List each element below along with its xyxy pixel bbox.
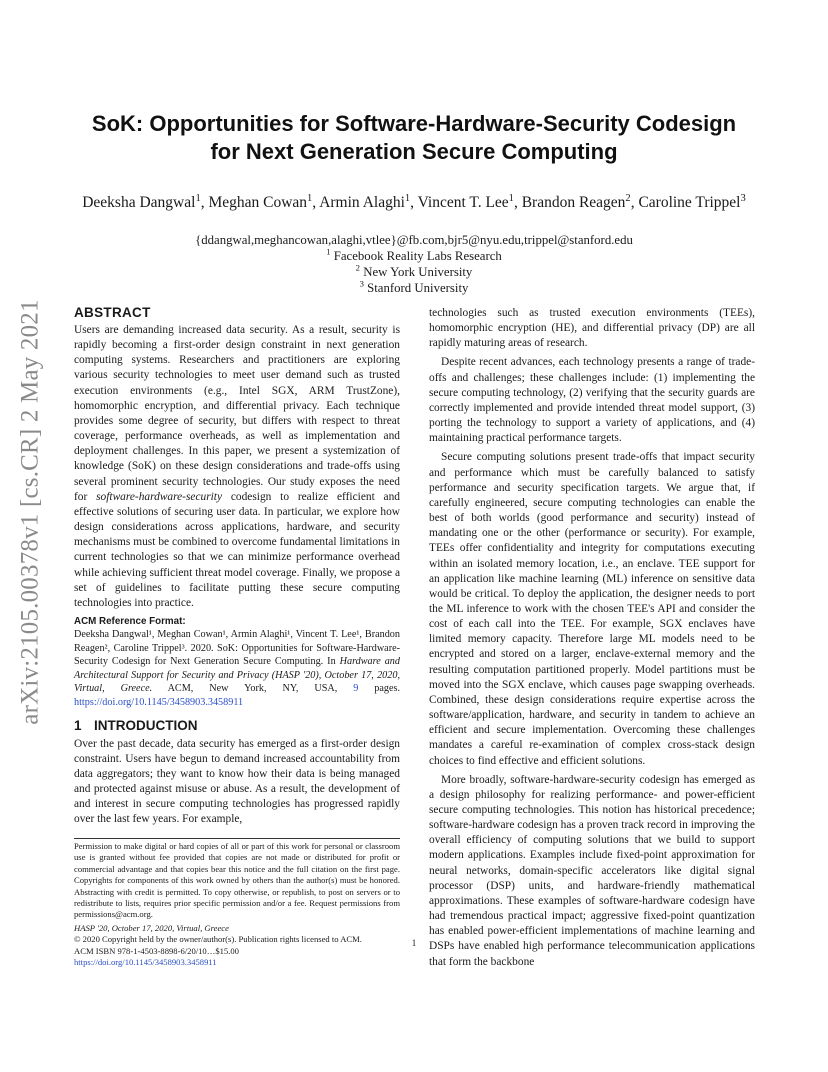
author: Deeksha Dangwal$^1$ [82,192,201,211]
author-emails: {ddangwal,meghancowan,alaghi,vtlee}@fb.com,bjr5@nyu.edu,trippel@stanford.edu [195,233,633,247]
arxiv-stamp-text: arXiv:2105.00378v1 [cs.CR] 2 May 2021 [17,299,45,725]
intro-continued: technologies such as trusted execution environments (TEEs), homomorphic encryption (HE), and differential privacy (DP) are all rapidly maturing areas of research. [429,307,755,350]
acm-reference-heading: ACM Reference Format: [74,615,186,627]
author: Brandon Reagen$^2$ [521,192,631,211]
arxiv-stamp [14,288,48,736]
intro-paragraph-2: Despite recent advances, each technology presents a range of trade-offs and challenges; these challenges include: (1) implementing the secure computing technology, (2) verifying that the security guards are correctly implemented and provide intended threat model support, (3) porting the technology to support a variety of applications, and (4) maintaining practical performance targets. [429,356,755,445]
permission-notice: Permission to make digital or hard copies of all or part of this work for personal or classroom use is granted without fee provided that copies are not made or distributed for profit or commercial advantage and that copies bear this notice and the full citation on the first page. Copyrights for components of this work owned by others than the author(s) must be honored. Abstracting with credit is permitted. To copy otherwise, or republish, to post on servers or to redistribute to lists, requires prior specific permission and/or a fee. Request permissions from permissions@acm.org. [74,841,400,920]
author: Vincent T. Lee$^1$ [417,192,514,211]
title-line-1: SoK: Opportunities for Software-Hardware-Security Codesign [91,111,737,136]
intro-paragraph: Over the past decade, data security has emerged as a first-order design constraint. Users have begun to demand increased accountability from data aggregators; they want to know how their data is being managed and protected against misuse or abuse. As a result, the development of and interest in secure computing technologies has progressed rapidly over the last few years. For example, [74,737,400,826]
title-line-2: for Next Generation Secure Computing [210,139,618,164]
page-number: 1 [411,938,417,948]
affiliation: $^3$ Stanford University [359,278,469,295]
affiliation: $^1$ Facebook Reality Labs Research [326,246,502,263]
footnote-doi-link[interactable]: https://doi.org/10.1145/3458903.3458911 [74,957,217,968]
left-column [74,305,400,827]
author: Armin Alaghi$^1$ [319,192,411,211]
copyright-line: © 2020 Copyright held by the owner/author(s). Publication rights licensed to ACM. [74,934,362,945]
author: Meghan Cowan$^1$ [208,192,313,211]
intro-paragraph-4: More broadly, software-hardware-security codesign has emerged as a design philosophy for realizing performance- and power-efficient secure computing technologies. This notion has historical precedence; software-hardware codesign has a proven track record in improving the overall efficiency of computing solutions that we build to support modern applications. Examples include fixed-point approximation for neural networks, domain-specific accelerators like digital signal processor (DSP) units, and hardware-friendly mathematical approximations. These examples of software-hardware codesign have had tremendous practical impact; aggressive fixed-point quantization has enabled power-efficient implementations of machine learning and DSPs have enabled high performance telecommunication applications that form the backbone [429,773,755,968]
venue-line: HASP '20, October 17, 2020, Virtual, Greece [74,922,229,933]
paper-title [60,110,768,166]
author-list: Deeksha Dangwal$^1$, Meghan Cowan$^1$, Armin Alaghi$^1$, Vincent T. Lee$^1$, Brandon Reagen$^2$, Caroline Trippel$^3$ [82,192,746,211]
intro-heading: 1 INTRODUCTION [74,717,198,733]
affiliation: $^2$ New York University [355,262,473,279]
author: Caroline Trippel$^3$ [638,192,746,211]
right-column [429,306,755,970]
pages-link[interactable]: 9 [353,683,359,695]
abstract-heading: ABSTRACT [74,305,151,320]
isbn-line: ACM ISBN 978-1-4503-8898-6/20/10…$15.00 [74,945,239,956]
intro-paragraph-3: Secure computing solutions present trade-offs that impact security and performance which must be carefully balanced to satisfy performance and security specification targets. We argue that, if carefully engineered, secure computing technologies can enable the best of both worlds (good performance and security) instead of mandating one or the other (performance or security). For example, TEEs offer confidentiality and integrity for computations executing within an isolated memory location, i.e., an enclave. TEE support for an application like machine learning (ML) inference on sensitive data would be critical. To deploy the application, the designer needs to port the ML inference to work with the chosen TEE's API and consider the cost of each call into the TEE. For example, SGX enclaves have limited memory capacity. Therefore large ML models need to be encrypted and stored on a larger, enclave-external memory and the resulting computation partitioned properly. Model partitions must be moved into the SGX enclave, which causes page swapping overheads. Combined, these design considerations require expertise across the software/application, hardware, and security in tandem to achieve an efficient and secure implementation. Overcoming these challenges mandates a careful re-examination of complex cross-stack design choices to find effective and efficient solutions. [429,451,755,767]
footnote-block [74,838,400,968]
acm-reference-text: Deeksha Dangwal¹, Meghan Cowan¹, Armin Alaghi¹, Vincent T. Lee¹, Brandon Reagen², Caroline Trippel³. 2020. SoK: Opportunities for Software-Hardware-Security Codesign for Next Generation Secure Computing. In Hardware and Architectural Support for Security and Privacy (HASP '20), October 17, 2020, Virtual, Greece. ACM, New York, NY, USA, 9 pages. https://doi.org/10.1145/3458903.3458911 [74,628,401,708]
doi-link[interactable]: https://doi.org/10.1145/3458903.3458911 [74,696,244,708]
abstract-text: Users are demanding increased data security. As a result, security is rapidly becoming a first-order design constraint in next generation computing systems. Researchers and practitioners are exploring various security technologies to meet user demand such as trusted execution environments (e.g., Intel SGX, ARM TrustZone), homomorphic encryption, and differential privacy. Each technique provides some degree of security, but differs with respect to threat coverage, performance overheads, as well as implementation and deployment challenges. In this paper, we present a systemization of knowledge (SoK) on these design considerations and trade-offs using several prominent security technologies. Our study exposes the need for software-hardware-security codesign to realize efficient and effective solutions of securing user data. In particular, we explore how design considerations across applications, hardware, and security mechanisms must be combined to overcome fundamental limitations in current technologies so that we can minimize performance overhead while achieving sufficient threat model coverage. Finally, we propose a set of guidelines to facilitate putting these secure computing technologies into practice. [74,324,400,609]
